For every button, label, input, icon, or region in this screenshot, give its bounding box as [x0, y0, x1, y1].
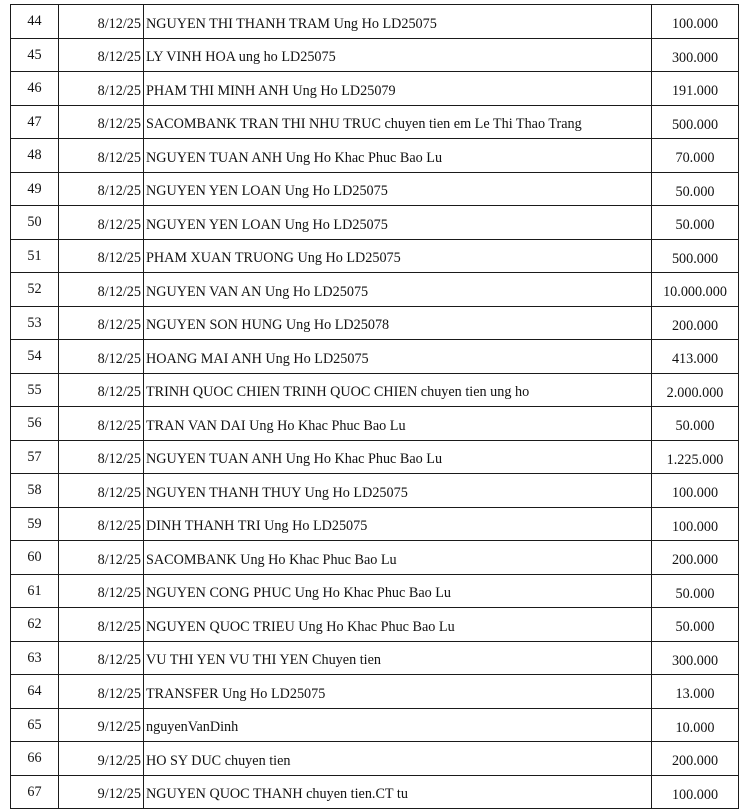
transaction-date: 8/12/25 — [86, 541, 144, 575]
transaction-amount: 100.000 — [652, 474, 739, 508]
table-row — [11, 105, 739, 139]
transaction-description: SACOMBANK TRAN THI NHU TRUC chuyen tien em Le Thi Thao Trang — [144, 105, 652, 139]
blank-cell — [59, 641, 86, 675]
table-row — [11, 172, 739, 206]
table-row — [11, 206, 739, 240]
row-number: 54 — [11, 340, 59, 374]
blank-cell — [59, 574, 86, 608]
row-number: 45 — [11, 38, 59, 72]
row-number: 51 — [11, 239, 59, 273]
transaction-amount: 200.000 — [652, 541, 739, 575]
transaction-amount: 13.000 — [652, 675, 739, 709]
blank-cell — [59, 105, 86, 139]
blank-cell — [59, 541, 86, 575]
transaction-date: 8/12/25 — [86, 72, 144, 106]
table-row — [11, 708, 739, 742]
transaction-description: DINH THANH TRI Ung Ho LD25075 — [144, 507, 652, 541]
row-number: 61 — [11, 574, 59, 608]
blank-cell — [59, 172, 86, 206]
transaction-description: NGUYEN SON HUNG Ung Ho LD25078 — [144, 306, 652, 340]
transaction-amount: 200.000 — [652, 306, 739, 340]
transaction-date: 8/12/25 — [86, 206, 144, 240]
row-number: 53 — [11, 306, 59, 340]
table-row — [11, 507, 739, 541]
row-number: 47 — [11, 105, 59, 139]
blank-cell — [59, 708, 86, 742]
table-row — [11, 574, 739, 608]
table-row — [11, 742, 739, 776]
transaction-amount: 300.000 — [652, 641, 739, 675]
transaction-date: 8/12/25 — [86, 306, 144, 340]
blank-cell — [59, 775, 86, 809]
transaction-amount: 500.000 — [652, 239, 739, 273]
row-number: 62 — [11, 608, 59, 642]
blank-cell — [59, 273, 86, 307]
transaction-date: 8/12/25 — [86, 608, 144, 642]
blank-cell — [59, 72, 86, 106]
transaction-amount: 500.000 — [652, 105, 739, 139]
transaction-date: 8/12/25 — [86, 172, 144, 206]
transaction-amount: 1.225.000 — [652, 440, 739, 474]
blank-cell — [59, 373, 86, 407]
transaction-amount: 50.000 — [652, 172, 739, 206]
row-number: 66 — [11, 742, 59, 776]
table-row — [11, 340, 739, 374]
row-number: 56 — [11, 407, 59, 441]
row-number: 50 — [11, 206, 59, 240]
transaction-description: NGUYEN YEN LOAN Ung Ho LD25075 — [144, 172, 652, 206]
blank-cell — [59, 474, 86, 508]
row-number: 63 — [11, 641, 59, 675]
transaction-description: SACOMBANK Ung Ho Khac Phuc Bao Lu — [144, 541, 652, 575]
transaction-date: 8/12/25 — [86, 273, 144, 307]
table-row — [11, 541, 739, 575]
transaction-date: 8/12/25 — [86, 5, 144, 39]
transaction-amount: 2.000.000 — [652, 373, 739, 407]
table-row — [11, 373, 739, 407]
row-number: 46 — [11, 72, 59, 106]
table-row — [11, 239, 739, 273]
transaction-description: NGUYEN THI THANH TRAM Ung Ho LD25075 — [144, 5, 652, 39]
table-row — [11, 440, 739, 474]
transaction-description: NGUYEN TUAN ANH Ung Ho Khac Phuc Bao Lu — [144, 440, 652, 474]
transaction-date: 8/12/25 — [86, 105, 144, 139]
table-row — [11, 675, 739, 709]
blank-cell — [59, 675, 86, 709]
transaction-date: 8/12/25 — [86, 440, 144, 474]
transaction-amount: 50.000 — [652, 608, 739, 642]
transaction-description: PHAM THI MINH ANH Ung Ho LD25079 — [144, 72, 652, 106]
transaction-description: TRAN VAN DAI Ung Ho Khac Phuc Bao Lu — [144, 407, 652, 441]
transaction-amount: 200.000 — [652, 742, 739, 776]
transaction-date: 8/12/25 — [86, 507, 144, 541]
transaction-amount: 50.000 — [652, 407, 739, 441]
blank-cell — [59, 340, 86, 374]
row-number: 67 — [11, 775, 59, 809]
transaction-date: 8/12/25 — [86, 407, 144, 441]
blank-cell — [59, 407, 86, 441]
row-number: 59 — [11, 507, 59, 541]
transaction-description: VU THI YEN VU THI YEN Chuyen tien — [144, 641, 652, 675]
blank-cell — [59, 239, 86, 273]
transaction-amount: 100.000 — [652, 775, 739, 809]
row-number: 48 — [11, 139, 59, 173]
transaction-amount: 50.000 — [652, 206, 739, 240]
transaction-amount: 10.000 — [652, 708, 739, 742]
table-row — [11, 273, 739, 307]
transaction-description: NGUYEN TUAN ANH Ung Ho Khac Phuc Bao Lu — [144, 139, 652, 173]
blank-cell — [59, 742, 86, 776]
table-row — [11, 306, 739, 340]
table-row — [11, 641, 739, 675]
transaction-date: 8/12/25 — [86, 340, 144, 374]
transaction-date: 8/12/25 — [86, 139, 144, 173]
table-row — [11, 474, 739, 508]
blank-cell — [59, 139, 86, 173]
row-number: 49 — [11, 172, 59, 206]
blank-cell — [59, 507, 86, 541]
blank-cell — [59, 306, 86, 340]
transaction-description: nguyenVanDinh — [144, 708, 652, 742]
row-number: 55 — [11, 373, 59, 407]
row-number: 57 — [11, 440, 59, 474]
row-number: 60 — [11, 541, 59, 575]
transaction-amount: 70.000 — [652, 139, 739, 173]
row-number: 58 — [11, 474, 59, 508]
transaction-date: 8/12/25 — [86, 38, 144, 72]
transaction-description: PHAM XUAN TRUONG Ung Ho LD25075 — [144, 239, 652, 273]
transaction-description: NGUYEN THANH THUY Ung Ho LD25075 — [144, 474, 652, 508]
transaction-date: 8/12/25 — [86, 641, 144, 675]
transaction-description: NGUYEN CONG PHUC Ung Ho Khac Phuc Bao Lu — [144, 574, 652, 608]
transaction-description: HOANG MAI ANH Ung Ho LD25075 — [144, 340, 652, 374]
transaction-description: NGUYEN VAN AN Ung Ho LD25075 — [144, 273, 652, 307]
table-row — [11, 5, 739, 39]
blank-cell — [59, 440, 86, 474]
transaction-description: NGUYEN YEN LOAN Ung Ho LD25075 — [144, 206, 652, 240]
transaction-description: TRANSFER Ung Ho LD25075 — [144, 675, 652, 709]
transaction-description: HO SY DUC chuyen tien — [144, 742, 652, 776]
table-row — [11, 775, 739, 809]
row-number: 52 — [11, 273, 59, 307]
row-number: 65 — [11, 708, 59, 742]
transaction-date: 8/12/25 — [86, 239, 144, 273]
transaction-date: 8/12/25 — [86, 675, 144, 709]
transaction-amount: 50.000 — [652, 574, 739, 608]
transaction-date: 9/12/25 — [86, 708, 144, 742]
transaction-amount: 100.000 — [652, 507, 739, 541]
transaction-date: 8/12/25 — [86, 574, 144, 608]
table-row — [11, 139, 739, 173]
row-number: 44 — [11, 5, 59, 39]
transaction-amount: 100.000 — [652, 5, 739, 39]
blank-cell — [59, 206, 86, 240]
transaction-amount: 191.000 — [652, 72, 739, 106]
table-row — [11, 608, 739, 642]
table-row — [11, 72, 739, 106]
transaction-date: 8/12/25 — [86, 373, 144, 407]
transaction-amount: 300.000 — [652, 38, 739, 72]
row-number: 64 — [11, 675, 59, 709]
table-row — [11, 407, 739, 441]
blank-cell — [59, 5, 86, 39]
transaction-amount: 10.000.000 — [652, 273, 739, 307]
donation-ledger-table — [10, 4, 739, 809]
blank-cell — [59, 38, 86, 72]
transaction-amount: 413.000 — [652, 340, 739, 374]
transaction-description: TRINH QUOC CHIEN TRINH QUOC CHIEN chuyen tien ung ho — [144, 373, 652, 407]
transaction-date: 8/12/25 — [86, 474, 144, 508]
transaction-description: NGUYEN QUOC TRIEU Ung Ho Khac Phuc Bao Lu — [144, 608, 652, 642]
ledger-body — [11, 5, 739, 809]
transaction-description: LY VINH HOA ung ho LD25075 — [144, 38, 652, 72]
transaction-description: NGUYEN QUOC THANH chuyen tien.CT tu — [144, 775, 652, 809]
blank-cell — [59, 608, 86, 642]
transaction-date: 9/12/25 — [86, 742, 144, 776]
table-row — [11, 38, 739, 72]
transaction-date: 9/12/25 — [86, 775, 144, 809]
